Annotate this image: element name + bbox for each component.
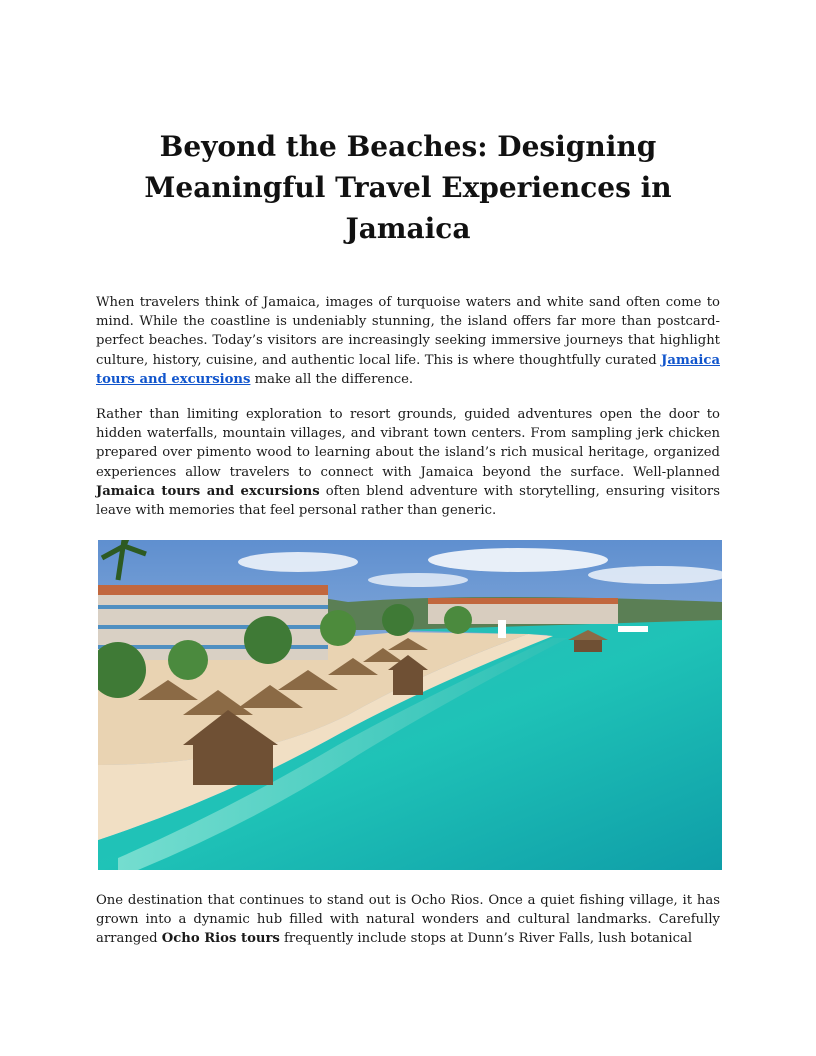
bold-keyword: Jamaica tours and excursions: [96, 483, 320, 499]
paragraph-text: When travelers think of Jamaica, images of turquoise waters and white sand often come to mind. While the coastline is undeniably stunning, the island offers far more than postcard-perfect beaches. Today’s visitors are increasingly seeking immersive journeys that highlight culture, history, cuisine, and authentic local life. This is where thoughtfully curated: [96, 295, 720, 368]
paragraph-text: make all the difference.: [250, 371, 414, 387]
paragraph-text: Rather than limiting exploration to resort grounds, guided adventures open the door to hidden waterfalls, mountain villages, and vibrant town centers. From sampling jerk chicken prepared over pimento wood to learning about the island’s rich musical heritage, organized experiences allow travelers to connect with Jamaica beyond the surface. Well-planned: [96, 407, 720, 480]
paragraph-text: One destination that continues to stand out is Ocho Rios. Once a quiet fishing village, it has grown into a dynamic hub filled with natural wonders and cultural landmarks. Carefully arranged: [96, 893, 720, 947]
article-title: Beyond the Beaches: Designing Meaningful Travel Experiences in Jamaica: [144, 130, 672, 245]
beach-resort-photo: [98, 540, 722, 870]
bold-keyword: Ocho Rios tours: [161, 931, 280, 947]
paragraph-text: frequently include stops at Dunn’s River Falls, lush botanical: [279, 931, 693, 947]
paragraph-adventures: [96, 405, 720, 520]
paragraph-intro: [96, 293, 720, 389]
paragraph-ocho-rios: [96, 891, 720, 949]
paragraph-text: often blend adventure with storytelling, ensuring visitors leave with memories that feel personal rather than generic.: [96, 483, 720, 519]
jamaica-tours-link[interactable]: Jamaica tours and excursions: [96, 352, 720, 387]
